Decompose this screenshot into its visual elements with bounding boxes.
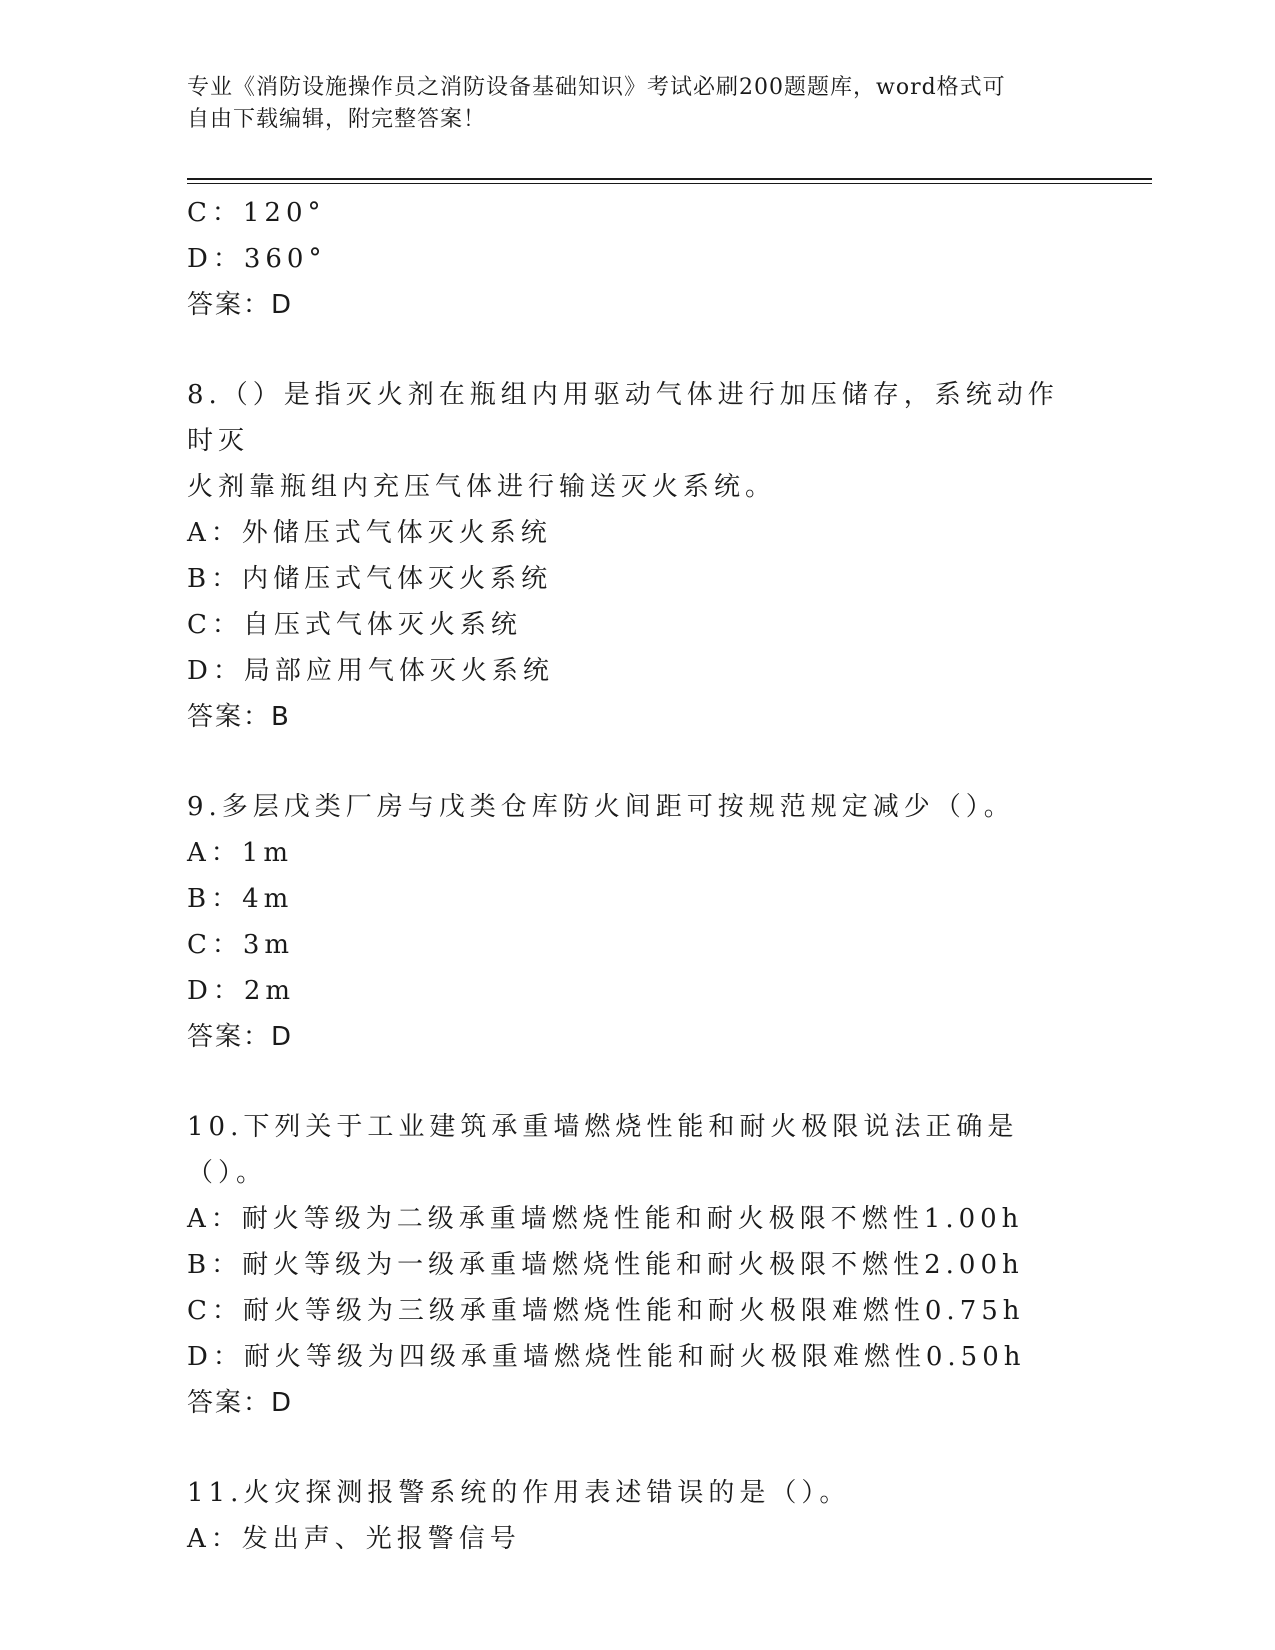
question-11 bbox=[187, 1470, 1087, 1562]
header-title-line-1: 专业《消防设施操作员之消防设备基础知识》考试必刷200题题库，word格式可 bbox=[187, 75, 1006, 100]
option-a: A：1m bbox=[187, 838, 293, 868]
option-c: C：自压式气体灭火系统 bbox=[187, 610, 522, 640]
answer-line: 答案：B bbox=[187, 702, 291, 732]
page-header bbox=[187, 72, 1067, 136]
option-d: D：耐火等级为四级承重墙燃烧性能和耐火极限难燃性0.50h bbox=[187, 1342, 1026, 1372]
option-d: D：局部应用气体灭火系统 bbox=[187, 656, 554, 686]
option-c: C：耐火等级为三级承重墙燃烧性能和耐火极限难燃性0.75h bbox=[187, 1296, 1025, 1326]
answer-line: 答案：D bbox=[187, 1388, 294, 1418]
option-b: B：耐火等级为一级承重墙燃烧性能和耐火极限不燃性2.00h bbox=[187, 1250, 1024, 1280]
header-title-line-2: 自由下载编辑，附完整答案！ bbox=[187, 107, 487, 132]
option-a: A：外储压式气体灭火系统 bbox=[187, 518, 552, 548]
question-10 bbox=[187, 1104, 1087, 1426]
option-b: B：4m bbox=[187, 884, 294, 914]
question-text: 10.下列关于工业建筑承重墙燃烧性能和耐火极限说法正确是（）。 bbox=[187, 1112, 1019, 1188]
header-divider-thick bbox=[187, 178, 1152, 180]
question-list bbox=[187, 190, 1087, 1562]
question-7-continued bbox=[187, 190, 1087, 328]
question-text-line-1: 8.（）是指灭火剂在瓶组内用驱动气体进行加压储存，系统动作时灭 bbox=[187, 380, 1059, 456]
header-divider-thin bbox=[187, 183, 1152, 184]
option-a: A：耐火等级为二级承重墙燃烧性能和耐火极限不燃性1.00h bbox=[187, 1204, 1024, 1234]
option-a: A：发出声、光报警信号 bbox=[187, 1524, 521, 1554]
option-d: D：2m bbox=[187, 976, 296, 1006]
option-b: B：内储压式气体灭火系统 bbox=[187, 564, 553, 594]
answer-line: 答案：D bbox=[187, 1022, 294, 1052]
answer-line: 答案：D bbox=[187, 290, 294, 320]
question-text: 11.火灾探测报警系统的作用表述错误的是（）。 bbox=[187, 1478, 851, 1508]
question-9 bbox=[187, 784, 1087, 1060]
question-text-line-2: 火剂靠瓶组内充压气体进行输送灭火系统。 bbox=[187, 472, 777, 502]
option-c: C：3m bbox=[187, 930, 295, 960]
option-c: C：120° bbox=[187, 198, 326, 228]
question-text: 9.多层戊类厂房与戊类仓库防火间距可按规范规定减少（）。 bbox=[187, 792, 1015, 822]
question-8 bbox=[187, 372, 1087, 740]
option-d: D：360° bbox=[187, 244, 327, 274]
